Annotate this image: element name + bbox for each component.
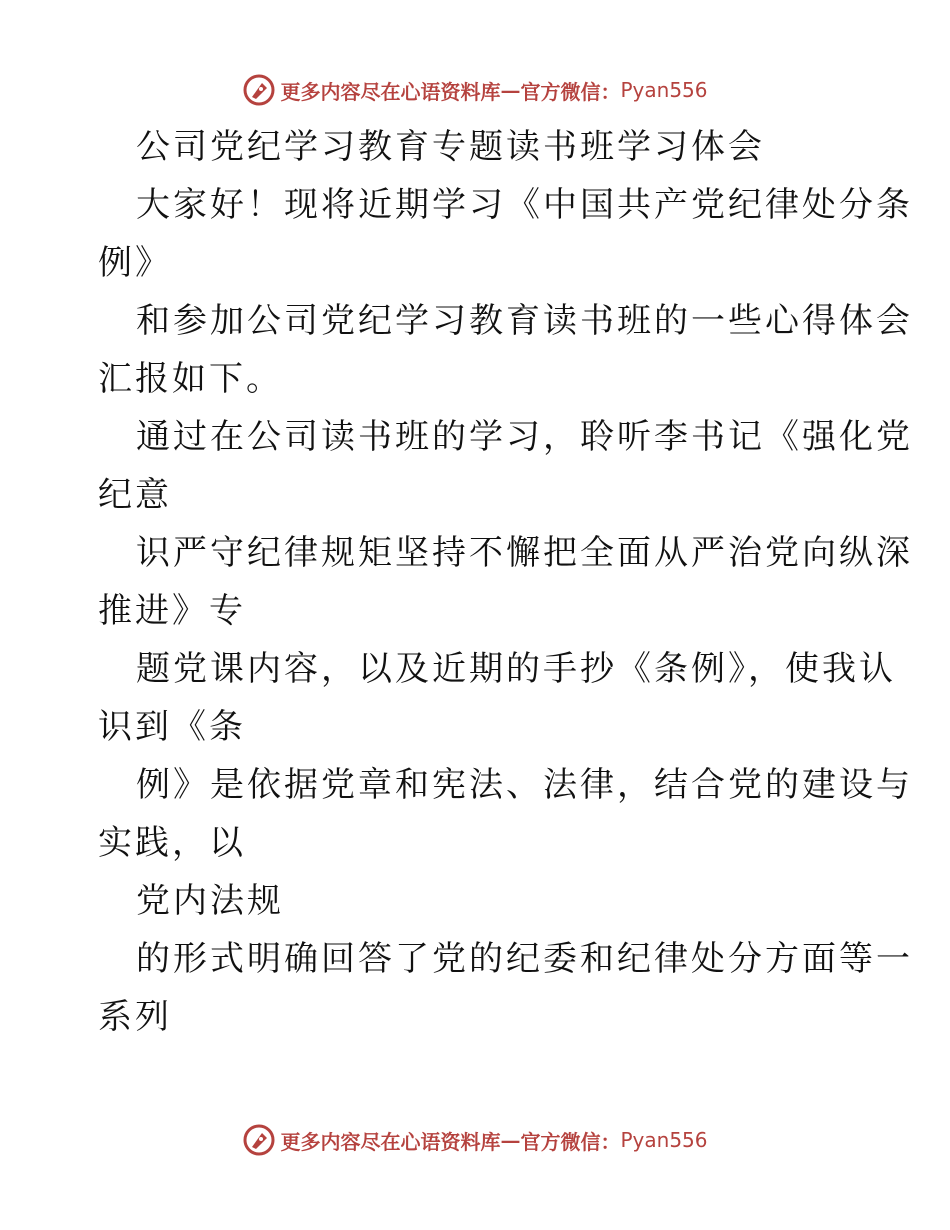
watermark-label: 官方微信： — [520, 1129, 621, 1154]
paragraph-line: 题党课内容，以及近期的手抄《条例》，使我认 — [136, 649, 896, 689]
watermark-label: 官方微信： — [520, 79, 621, 104]
paragraph-line: 大家好！现将近期学习《中国共产党纪律处分条 — [136, 185, 913, 225]
document-body — [98, 118, 913, 1046]
paragraph-line: 识到《条 — [98, 707, 246, 747]
watermark-separator: — — [500, 1128, 521, 1152]
watermark-text: 更多内容尽在心语资料库 — [280, 1129, 501, 1154]
header-watermark — [0, 70, 950, 110]
watermark-text: 更多内容尽在心语资料库 — [280, 79, 501, 104]
paragraph-line: 通过在公司读书班的学习，聆听李书记《强化党 — [136, 417, 913, 457]
paragraph-line: 和参加公司党纪学习教育读书班的一些心得体会 — [136, 301, 913, 341]
paragraph-line: 推进》专 — [98, 591, 246, 631]
paragraph-line: 系列 — [98, 997, 172, 1037]
paragraph-line: 例》 — [98, 243, 172, 283]
watermark-id: Pyan556 — [620, 1128, 708, 1152]
pen-nib-icon — [242, 73, 276, 107]
paragraph-line: 例》是依据党章和宪法、法律，结合党的建设与 — [136, 765, 913, 805]
paragraph-line: 党内法规 — [136, 881, 284, 921]
paragraph-line: 汇报如下。 — [98, 359, 283, 399]
paragraph-line: 识严守纪律规矩坚持不懈把全面从严治党向纵深 — [136, 533, 913, 573]
paragraph-line: 纪意 — [98, 475, 172, 515]
paragraph-line: 的形式明确回答了党的纪委和纪律处分方面等一 — [136, 939, 913, 979]
pen-nib-icon — [242, 1123, 276, 1157]
watermark-id: Pyan556 — [620, 78, 708, 102]
document-title: 公司党纪学习教育专题读书班学习体会 — [136, 127, 765, 167]
footer-watermark — [0, 1120, 950, 1160]
watermark-separator: — — [500, 78, 521, 102]
paragraph-line: 实践，以 — [98, 823, 246, 863]
